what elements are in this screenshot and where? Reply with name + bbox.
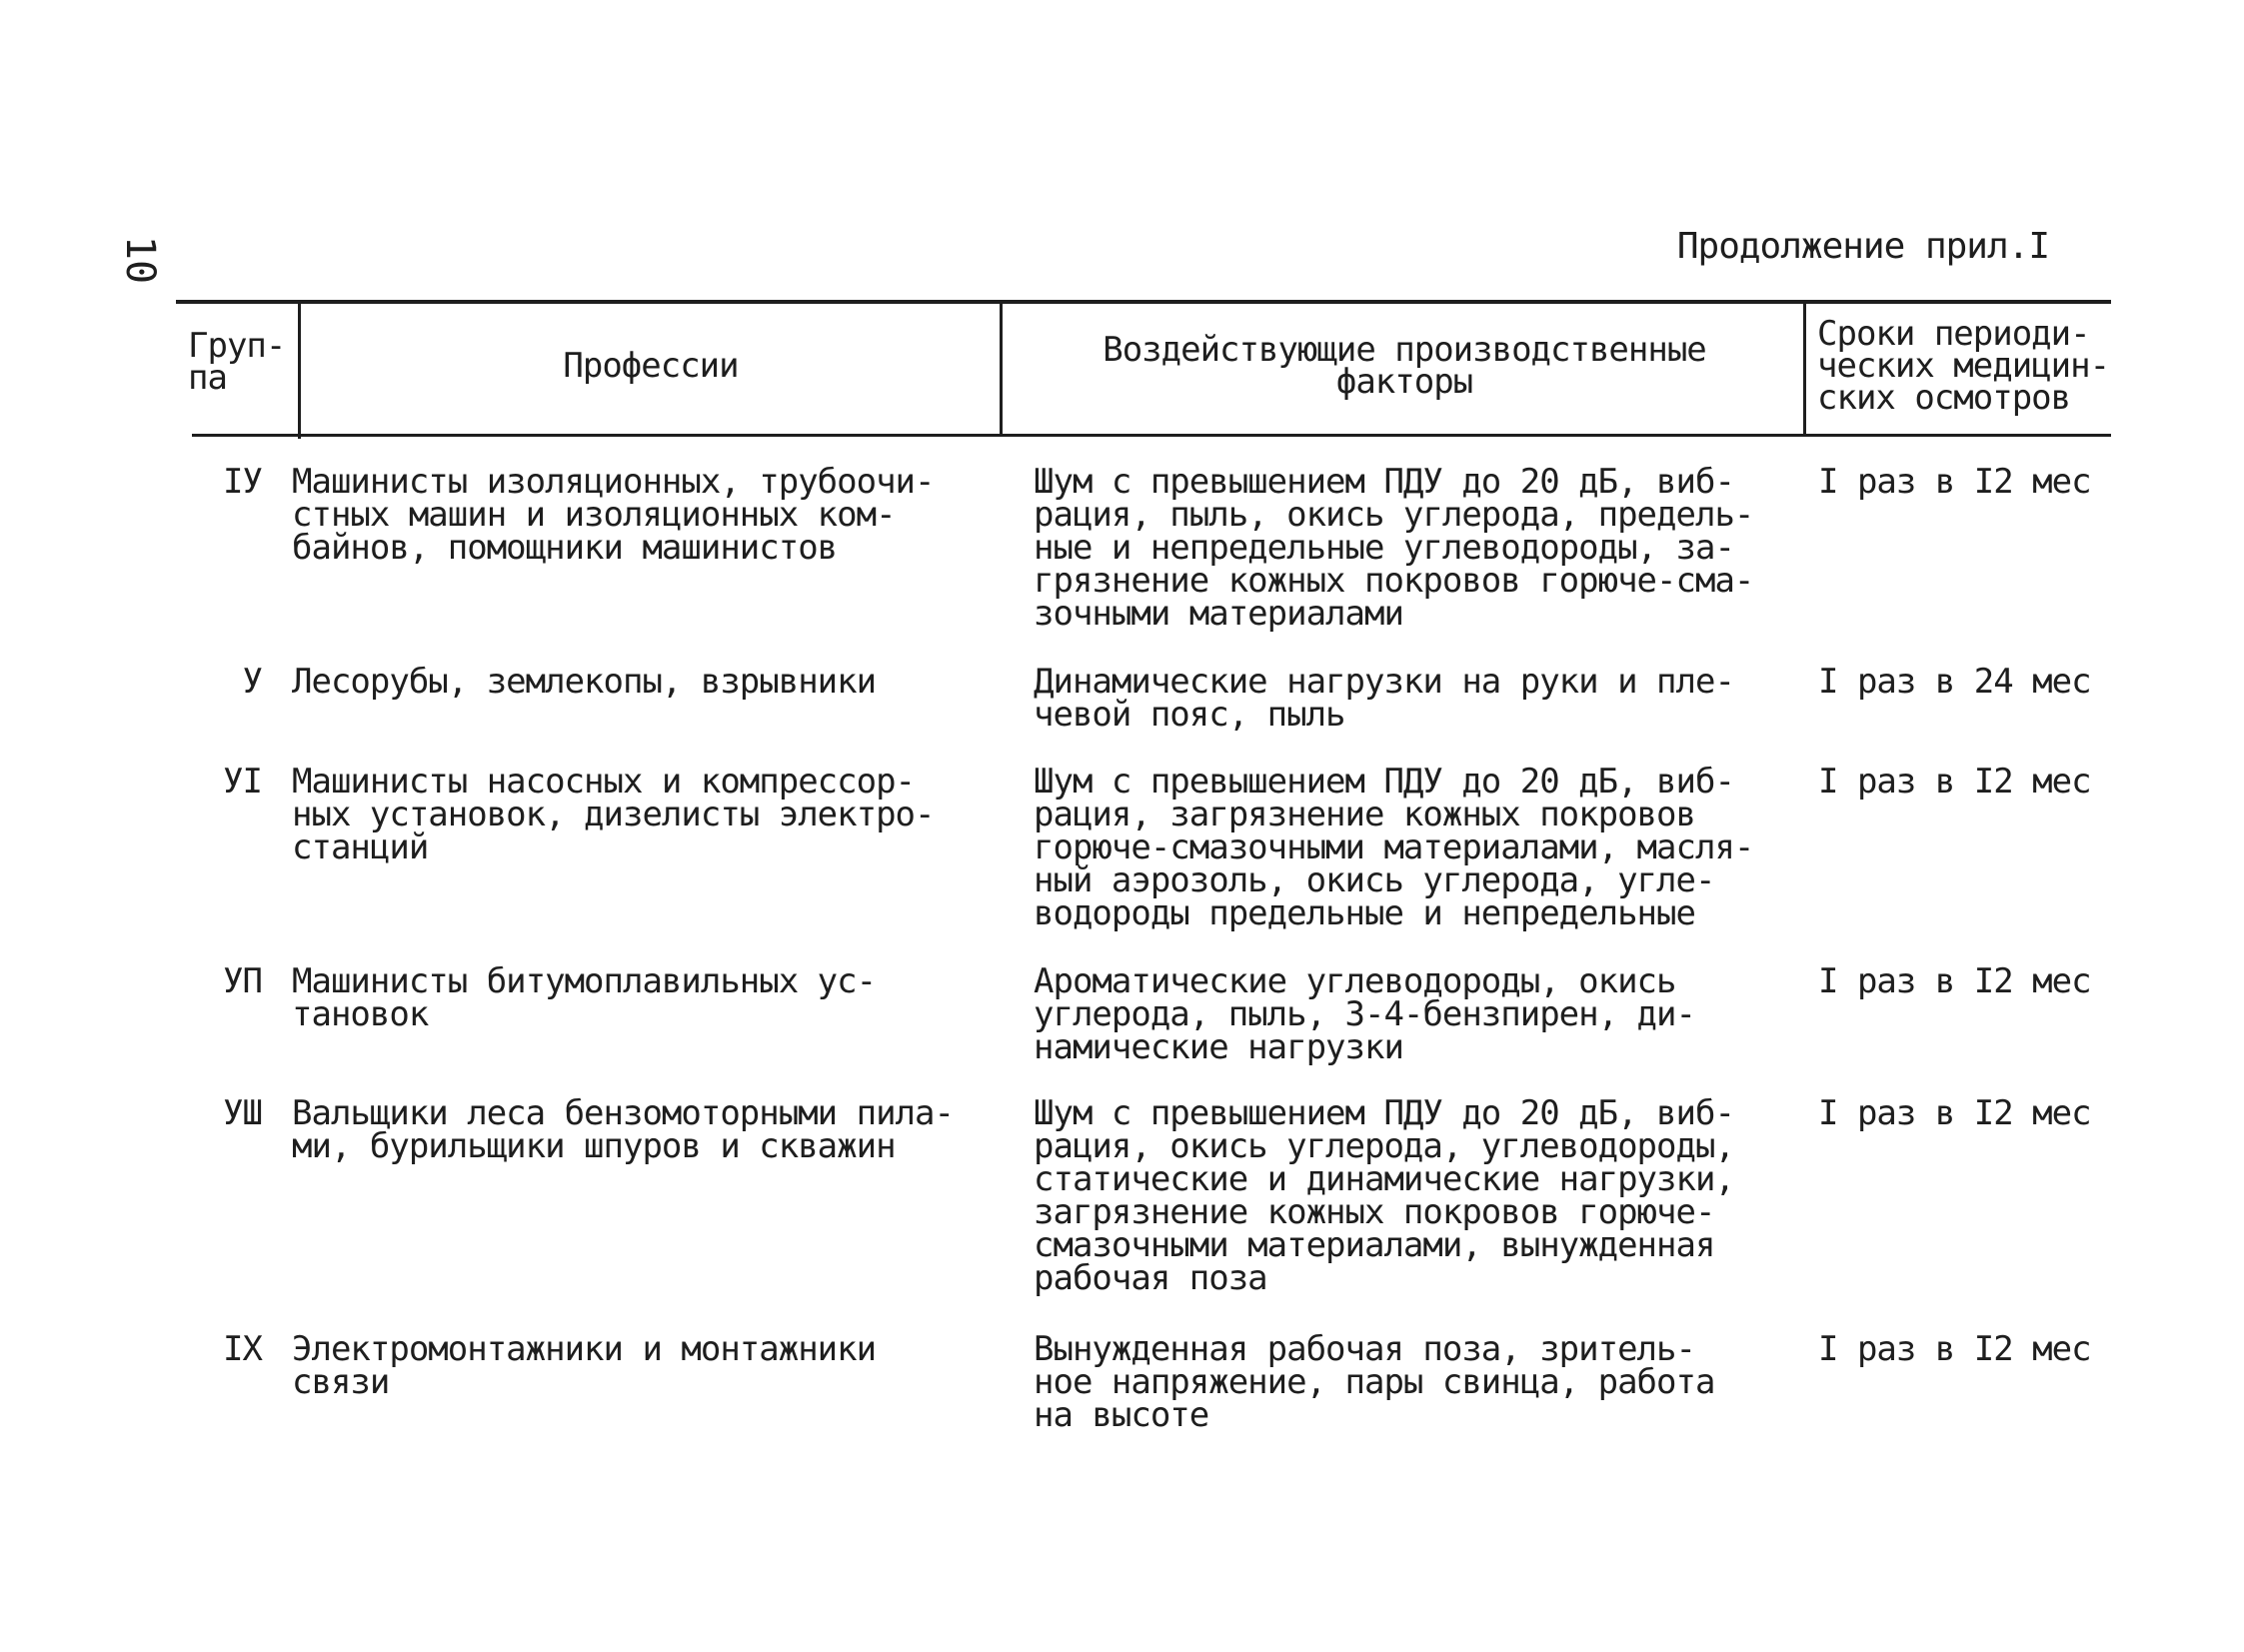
cell-group: IУ — [223, 462, 262, 502]
cell-professions: Вальщики леса бензомоторными пила- ми, бурильщики шпуров и скважин — [292, 1093, 954, 1166]
cell-group: УI — [223, 762, 262, 802]
cell-terms: I раз в I2 мес — [1818, 1329, 2091, 1369]
cell-factors: Ароматические углеводороды, окись углерода, пыль, 3-4-бензпирен, ди- намические нагрузки — [1034, 961, 1695, 1067]
column-divider-factors — [1803, 304, 1806, 437]
cell-professions: Лесорубы, землекопы, взрывники — [292, 662, 877, 702]
cell-group: УШ — [223, 1093, 262, 1133]
cell-terms: I раз в 24 мес — [1818, 662, 2091, 702]
table-header-rule — [192, 434, 2111, 437]
cell-professions: Машинисты насосных и компрессор- ных установок, дизелисты электро- станций — [292, 762, 935, 867]
cell-terms: I раз в I2 мес — [1818, 1093, 2091, 1133]
cell-terms: I раз в I2 мес — [1818, 462, 2091, 502]
cell-group: У — [242, 662, 262, 702]
cell-group: УП — [223, 961, 262, 1001]
column-divider-group — [298, 304, 301, 439]
cell-factors: Динамические нагрузки на руки и пле- чевой пояс, пыль — [1034, 662, 1734, 735]
table-top-rule — [176, 300, 2111, 304]
cell-professions: Машинисты битумоплавильных ус- тановок — [292, 961, 877, 1034]
column-divider-professions — [1000, 304, 1003, 437]
cell-factors: Шум с превышением ПДУ до 20 дБ, виб- рация, окись углерода, углеводороды, статические и динамические нагрузки, загрязнение кожных покровов горюче- смазочными материалами, вынужденная рабочая поза — [1034, 1093, 1734, 1298]
header-professions: Профессии — [563, 346, 739, 386]
cell-group: IX — [223, 1329, 262, 1369]
cell-terms: I раз в I2 мес — [1818, 762, 2091, 802]
cell-professions: Электромонтажники и монтажники связи — [292, 1329, 877, 1402]
cell-factors: Шум с превышением ПДУ до 20 дБ, виб- рация, пыль, окись углерода, предель- ные и непредельные углеводороды, за- грязнение кожных покровов горюче-сма- зочными материалами — [1034, 462, 1754, 634]
header-factors: Воздействующие производственные факторы — [1103, 330, 1706, 402]
header-terms: Сроки периоди- ческих медицин- ских осмотров — [1817, 314, 2110, 418]
header-group: Груп- па — [188, 326, 286, 398]
cell-terms: I раз в I2 мес — [1818, 961, 2091, 1001]
continuation-label: Продолжение прил.I — [1676, 226, 2049, 267]
page-number: 10 — [117, 235, 163, 285]
cell-professions: Машинисты изоляционных, трубоочи- стных машин и изоляционных ком- байнов, помощники машинистов — [292, 462, 935, 568]
cell-factors: Шум с превышением ПДУ до 20 дБ, виб- рация, загрязнение кожных покровов горюче-смазочными материалами, масля- ный аэрозоль, окись углерода, угле- водороды предельные и непредельные — [1034, 762, 1754, 933]
cell-factors: Вынужденная рабочая поза, зритель- ное напряжение, пары свинца, работа на высоте — [1034, 1329, 1715, 1435]
